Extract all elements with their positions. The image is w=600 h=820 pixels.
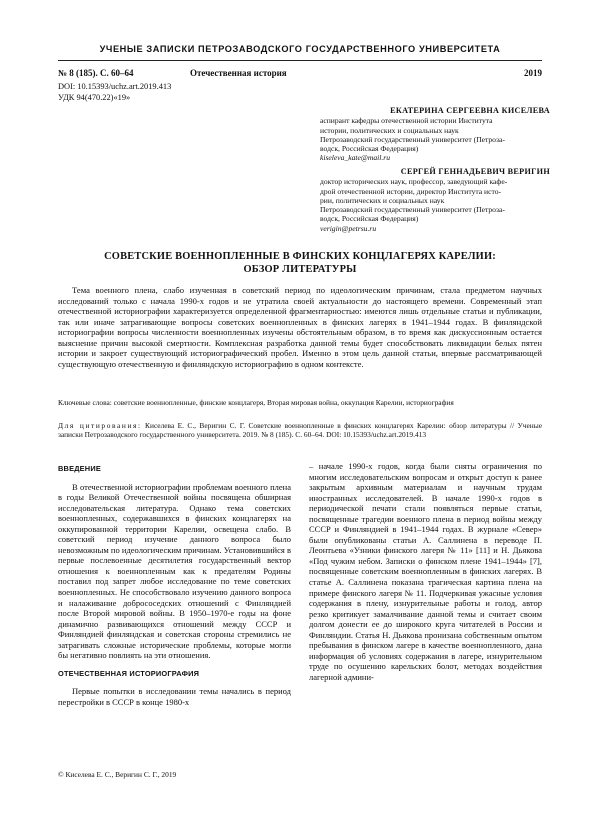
author-affiliation-line: Петрозаводский государственный университет (Петроза- <box>320 205 505 215</box>
historiography-paragraph: Первые попытки в исследовании темы начались в период перестройки в СССР в конце 1980-х <box>58 686 291 707</box>
author-name: ЕКАТЕРИНА СЕРГЕЕВНА КИСЕЛЕВА <box>390 106 550 115</box>
section-name: Отечественная история <box>190 68 287 78</box>
abstract: Тема военного плена, слабо изученная в советский период по идеологическим причинам, стала предметом научных исследований только с начала 1990-х годов и не утратила своей актуальности до настоящего времени. Современный этап отечественной историографии характеризуется определенной фрагментарностью: имеются лишь отдельные статьи и публикации, так или иначе затрагивающие вопросы советских военнопленных в финских лагерях в 1941–1944 годах. В финляндской историографии вопросы численности военнопленных изучены обстоятельным образом, в то время как дискуссионным остается выяснение причин высокой смертности. Комплексная разработка данной темы будет способствовать ликвидации белых пятен истории и закроет существующий историографический пробел. Именно в этом цель данной статьи, впервые рассматривающей существующую отечественную и финляндскую историографию в одном контексте. <box>58 285 542 369</box>
author-affiliation-line: водск, Российская Федерация) <box>320 144 419 154</box>
section-heading-intro: ВВЕДЕНИЕ <box>58 464 101 473</box>
author-email[interactable]: verigin@petrsu.ru <box>320 223 377 233</box>
header-rule <box>58 60 542 61</box>
right-column <box>309 461 542 682</box>
journal-title: УЧЕНЫЕ ЗАПИСКИ ПЕТРОЗАВОДСКОГО ГОСУДАРСТВЕННОГО УНИВЕРСИТЕТА <box>99 44 501 54</box>
author-name: СЕРГЕЙ ГЕННАДЬЕВИЧ ВЕРИГИН <box>400 167 550 176</box>
author-email[interactable]: kiseleva_kate@mail.ru <box>320 153 391 163</box>
article-title-line: ОБЗОР ЛИТЕРАТУРЫ <box>243 264 357 275</box>
article-title-line: СОВЕТСКИЕ ВОЕННОПЛЕННЫЕ В ФИНСКИХ КОНЦЛАГЕРЯХ КАРЕЛИИ: <box>104 251 496 262</box>
author-affiliation-line: аспирант кафедры отечественной истории Института <box>320 116 493 126</box>
issue-year: 2019 <box>524 68 542 78</box>
author-affiliation-line: водск, Российская Федерация) <box>320 214 419 224</box>
udk: УДК 94(470.22)«19» <box>58 93 131 102</box>
author-2 <box>320 167 550 233</box>
left-column <box>58 458 291 707</box>
citation <box>58 421 542 439</box>
right-column-paragraph: – начале 1990-х годов, когда были сняты ограничения по многим исследовательским вопросам и открыт доступ к ранее закрытым архивным материалам и научным трудам иностранных исследователей. В начале 1990-х годов в периодической печати стали появляться первые статьи, посвященные трагедии военного плена в период войны между СССР и Финляндией в 1941–1944 годах. В журнале «Север» были опубликованы статьи А. Саллинена в переводе П. Леонтьева «Узники финского лагеря № 11» [11] и Н. Дьякова «Под чужим небом. Записки о финском плене 1941–1944» [7], посвященные советским военнопленным в финских лагерях. В статье А. Саллинена показана трагическая картина плена на примере финского лагеря № 11. Подчеркивая ужасные условия содержания в плену, изнурительные работы и голод, автор резко критикует замалчивание данной темы и считает своим долгом донести ее до широкого круга читателей в России и Финляндии. Статья Н. Дьякова пронизана собственным опытом пребывания в финском лагере в качестве военнопленного, дана информация об условиях содержания в лагере, изнурительном труде по осушению карельских болот, методах воздействия лагерной админи- <box>309 461 542 682</box>
citation-label: Для цитирования: <box>58 421 142 430</box>
keywords: Ключевые слова: советские военнопленные, финские концлагеря, Вторая мировая война, оккупация Карелии, историография <box>58 398 454 407</box>
author-affiliation-line: Петрозаводский государственный университет (Петроза- <box>320 134 505 144</box>
article-title <box>70 250 530 276</box>
author-1 <box>320 106 550 163</box>
citation-text: Киселева Е. С., Веригин С. Г. Советские военнопленные в финских концлагерях Карелии: обзор литературы // Ученые записки Петрозаводского государственного университета. 2019. № 8 (185). С. 60–64. DOI: 10.15393/uchz.art.2019.413 <box>58 421 542 439</box>
copyright: © Киселева Е. С., Веригин С. Г., 2019 <box>58 770 177 779</box>
section-heading-historiography: ОТЕЧЕСТВЕННАЯ ИСТОРИОГРАФИЯ <box>58 668 200 678</box>
intro-paragraph: В отечественной историографии проблемам военного плена в годы Великой Отечественной войны посвящена обширная исследовательская литература. Однако тема советских военнопленных, содержавшихся в финских концлагерях на оккупированной территории Карелии, освещена слабо. В советский период изучение данного вопроса было невозможным по идеологическим причинам. Установившийся в первые послевоенные десятилетия государственный вектор отношения к военнопленным как к предателям Родины поставил под запрет любое исследование по теме советских военнопленных. Не способствовало изучению данного вопроса и налаживание добрососедских отношений с Финляндией после Второй мировой войны. В 1950–1970-е годы на фоне динамично развивающихся отношений между СССР и Финляндией финляндская и советская стороны стремились не затрагивать сложные исторические проблемы, которые могли бы негативно повлиять на эти отношения. <box>58 481 291 661</box>
author-affiliation-line: дрой отечественной истории, директор Института исто- <box>320 186 502 196</box>
author-affiliation-line: доктор исторических наук, профессор, заведующий кафе- <box>320 177 508 187</box>
author-affiliation-line: истории, политических и социальных наук <box>320 125 459 135</box>
author-affiliation-line: рии, политических и социальных наук <box>320 195 445 205</box>
doi: DOI: 10.15393/uchz.art.2019.413 <box>58 82 172 91</box>
issue-number: № 8 (185). С. 60–64 <box>58 68 134 78</box>
